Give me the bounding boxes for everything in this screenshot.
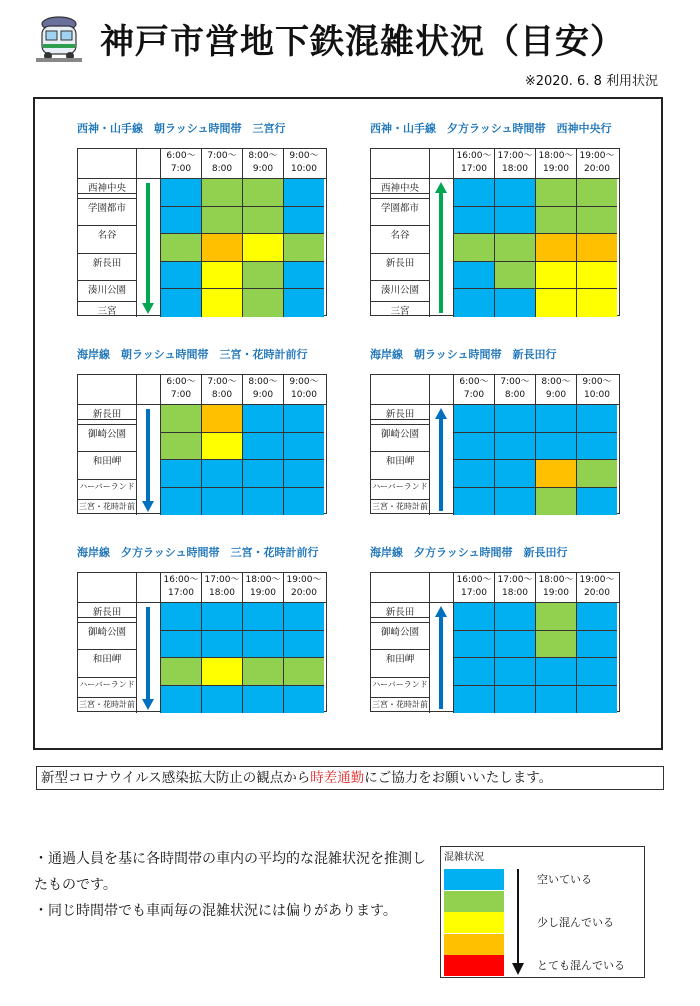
notice-banner [36, 766, 664, 790]
time-slot-header: 18:00～ 19:00 [535, 573, 576, 602]
congestion-cell-blue [160, 206, 201, 234]
congestion-cell-yellow [242, 233, 283, 261]
congestion-cell-blue [494, 459, 535, 487]
congestion-cell-green [201, 178, 242, 206]
congestion-cell-green [535, 602, 576, 630]
congestion-cell-green [201, 206, 242, 234]
congestion-cell-blue [453, 432, 494, 460]
station-label: 和田岬 [385, 654, 415, 665]
congestion-cell-blue [576, 404, 617, 432]
station-label: 三宮 [97, 306, 117, 317]
congestion-cell-blue [576, 630, 617, 658]
congestion-cell-blue [201, 602, 242, 630]
congestion-cell-green [160, 233, 201, 261]
direction-down-arrow-icon [136, 179, 160, 317]
legend-swatch-yellow [444, 912, 504, 933]
congestion-cell-green [576, 178, 617, 206]
congestion-table [77, 572, 327, 712]
station-label: ハーバーランド [79, 679, 135, 689]
congestion-cell-blue [283, 630, 324, 658]
station-label: 新長田 [385, 409, 415, 420]
station-label: 三宮・花時計前 [372, 502, 428, 511]
station-label: 御崎公園 [380, 626, 419, 638]
time-slot-header: 19:00～ 20:00 [576, 149, 617, 178]
time-slot-header: 9:00～ 10:00 [283, 149, 324, 178]
legend-arrow-icon [511, 869, 525, 979]
congestion-cell-blue [160, 459, 201, 487]
congestion-cell-blue [535, 685, 576, 714]
congestion-cell-green [283, 657, 324, 685]
notice-highlight: 時差通勤 [310, 770, 365, 786]
station-label: 学園都市 [87, 202, 126, 214]
time-slot-header: 8:00～ 9:00 [242, 149, 283, 178]
direction-down-arrow-icon [136, 405, 160, 515]
section-title: 海岸線 夕方ラッシュ時間帯 新長田行 [370, 546, 568, 559]
congestion-cell-yellow [201, 288, 242, 317]
congestion-table [370, 374, 620, 514]
congestion-cell-blue [201, 685, 242, 714]
congestion-cell-blue [494, 206, 535, 234]
congestion-cell-blue [453, 657, 494, 685]
station-label: 三宮 [390, 306, 410, 317]
congestion-cell-green [242, 288, 283, 317]
congestion-cell-blue [453, 206, 494, 234]
congestion-cell-orange [576, 233, 617, 261]
time-slot-header: 9:00～ 10:00 [576, 375, 617, 404]
congestion-cell-blue [283, 602, 324, 630]
station-label: 湊川公園 [380, 285, 419, 297]
station-label: 湊川公園 [87, 285, 126, 297]
station-label: 新長田 [385, 257, 415, 269]
notice-text-after: にご協力をお願いいたします。 [364, 770, 553, 786]
congestion-cell-blue [494, 630, 535, 658]
congestion-table [77, 148, 327, 316]
time-slot-header: 16:00～ 17:00 [453, 149, 494, 178]
congestion-cell-blue [201, 487, 242, 516]
congestion-cell-green [160, 404, 201, 432]
station-label: 学園都市 [380, 202, 419, 214]
congestion-cell-blue [242, 630, 283, 658]
station-label: 名谷 [390, 230, 410, 242]
congestion-cell-blue [576, 602, 617, 630]
congestion-cell-blue [494, 432, 535, 460]
station-label: 和田岬 [385, 456, 415, 467]
congestion-table [77, 374, 327, 514]
station-label: 新長田 [92, 409, 122, 420]
time-slot-header: 17:00～ 18:00 [494, 573, 535, 602]
congestion-cell-green [535, 487, 576, 516]
congestion-cell-blue [453, 459, 494, 487]
congestion-cell-green [494, 261, 535, 289]
congestion-cell-blue [494, 178, 535, 206]
station-label: 御崎公園 [380, 428, 419, 440]
station-label: ハーバーランド [372, 481, 428, 491]
congestion-cell-blue [283, 459, 324, 487]
station-label: 三宮・花時計前 [372, 700, 428, 709]
station-label: 名谷 [97, 230, 117, 242]
station-label: ハーバーランド [79, 481, 135, 491]
station-label: 三宮・花時計前 [79, 700, 135, 709]
legend-swatch-blue [444, 869, 504, 890]
congestion-cell-green [160, 657, 201, 685]
congestion-cell-blue [453, 288, 494, 317]
congestion-cell-green [242, 657, 283, 685]
congestion-cell-orange [535, 233, 576, 261]
congestion-cell-blue [242, 404, 283, 432]
congestion-cell-blue [494, 487, 535, 516]
congestion-cell-blue [535, 432, 576, 460]
congestion-cell-blue [494, 288, 535, 317]
station-label: 新長田 [92, 607, 122, 618]
direction-up-arrow-icon [429, 603, 453, 713]
page-title: 神戸市営地下鉄混雑状況（目安） [100, 22, 625, 62]
congestion-cell-blue [160, 487, 201, 516]
bullet-note-1: ・通過人員を基に各時間帯の車内の平均的な混雑状況を推測したものです。 [34, 851, 426, 893]
congestion-table [370, 572, 620, 712]
congestion-cell-green [453, 233, 494, 261]
time-slot-header: 16:00～ 17:00 [453, 573, 494, 602]
legend-label-very: とても混んでいる [537, 959, 625, 972]
bullet-note-2: ・同じ時間帯でも車両毎の混雑状況には偏りがあります。 [34, 903, 397, 919]
station-label: 和田岬 [92, 654, 122, 665]
congestion-cell-blue [160, 178, 201, 206]
congestion-cell-blue [160, 685, 201, 714]
station-label: 御崎公園 [87, 626, 126, 638]
station-label: 御崎公園 [87, 428, 126, 440]
congestion-cell-green [535, 206, 576, 234]
congestion-cell-yellow [576, 288, 617, 317]
legend-swatch-orange [444, 934, 504, 955]
congestion-cell-orange [201, 404, 242, 432]
congestion-cell-blue [283, 685, 324, 714]
congestion-cell-green [242, 178, 283, 206]
congestion-cell-green [576, 206, 617, 234]
time-slot-header: 16:00～ 17:00 [160, 573, 201, 602]
time-slot-header: 17:00～ 18:00 [201, 573, 242, 602]
direction-down-arrow-icon [136, 603, 160, 713]
time-slot-header: 6:00～ 7:00 [160, 149, 201, 178]
congestion-cell-yellow [201, 261, 242, 289]
time-slot-header: 7:00～ 8:00 [494, 375, 535, 404]
congestion-cell-blue [494, 602, 535, 630]
congestion-cell-yellow [535, 288, 576, 317]
legend-swatch-red [444, 955, 504, 976]
legend-label-empty: 空いている [537, 873, 592, 886]
congestion-cell-blue [535, 657, 576, 685]
congestion-cell-green [283, 233, 324, 261]
congestion-table [370, 148, 620, 316]
congestion-cell-blue [576, 657, 617, 685]
congestion-cell-blue [453, 178, 494, 206]
station-label: 三宮・花時計前 [79, 502, 135, 511]
congestion-cell-blue [283, 261, 324, 289]
congestion-cell-blue [494, 404, 535, 432]
time-slot-header: 18:00～ 19:00 [242, 573, 283, 602]
station-label: 西神中央 [380, 183, 419, 194]
congestion-cell-blue [242, 459, 283, 487]
congestion-cell-green [160, 432, 201, 460]
direction-up-arrow-icon [429, 405, 453, 515]
congestion-cell-blue [283, 288, 324, 317]
congestion-cell-blue [494, 657, 535, 685]
congestion-cell-blue [283, 487, 324, 516]
station-label: 西神中央 [87, 183, 126, 194]
congestion-cell-blue [576, 432, 617, 460]
legend-title: 混雑状況 [444, 852, 484, 863]
congestion-cell-blue [576, 487, 617, 516]
congestion-cell-blue [453, 630, 494, 658]
station-label: ハーバーランド [372, 679, 428, 689]
section-title: 西神・山手線 朝ラッシュ時間帯 三宮行 [77, 122, 286, 135]
congestion-cell-blue [453, 487, 494, 516]
section-title: 海岸線 夕方ラッシュ時間帯 三宮・花時計前行 [77, 546, 319, 559]
time-slot-header: 8:00～ 9:00 [535, 375, 576, 404]
congestion-cell-yellow [576, 261, 617, 289]
congestion-cell-blue [453, 404, 494, 432]
subway-mascot-logo [30, 10, 88, 66]
congestion-cell-blue [453, 602, 494, 630]
congestion-cell-blue [160, 261, 201, 289]
congestion-cell-blue [535, 404, 576, 432]
congestion-cell-blue [242, 487, 283, 516]
station-label: 新長田 [92, 257, 122, 269]
congestion-cell-blue [283, 178, 324, 206]
time-slot-header: 9:00～ 10:00 [283, 375, 324, 404]
direction-up-arrow-icon [429, 179, 453, 317]
congestion-cell-blue [201, 630, 242, 658]
congestion-cell-blue [283, 432, 324, 460]
congestion-cell-green [535, 178, 576, 206]
time-slot-header: 17:00～ 18:00 [494, 149, 535, 178]
time-slot-header: 7:00～ 8:00 [201, 375, 242, 404]
section-title: 海岸線 朝ラッシュ時間帯 新長田行 [370, 348, 557, 361]
station-label: 新長田 [385, 607, 415, 618]
date-note: ※2020. 6. 8 利用状況 [524, 74, 658, 89]
legend-swatch-green [444, 891, 504, 912]
congestion-cell-green [494, 233, 535, 261]
time-slot-header: 6:00～ 7:00 [160, 375, 201, 404]
legend-label-somewhat: 少し混んでいる [537, 916, 614, 929]
congestion-cell-blue [160, 602, 201, 630]
time-slot-header: 7:00～ 8:00 [201, 149, 242, 178]
congestion-cell-orange [201, 233, 242, 261]
congestion-cell-yellow [535, 261, 576, 289]
time-slot-header: 18:00～ 19:00 [535, 149, 576, 178]
time-slot-header: 19:00～ 20:00 [576, 573, 617, 602]
congestion-cell-green [535, 630, 576, 658]
congestion-cell-green [576, 459, 617, 487]
congestion-cell-blue [242, 602, 283, 630]
congestion-cell-yellow [201, 657, 242, 685]
congestion-cell-blue [283, 206, 324, 234]
congestion-cell-blue [242, 432, 283, 460]
time-slot-header: 19:00～ 20:00 [283, 573, 324, 602]
time-slot-header: 6:00～ 7:00 [453, 375, 494, 404]
congestion-cell-blue [576, 685, 617, 714]
congestion-cell-yellow [201, 432, 242, 460]
section-title: 海岸線 朝ラッシュ時間帯 三宮・花時計前行 [77, 348, 308, 361]
congestion-cell-blue [453, 685, 494, 714]
congestion-cell-blue [160, 630, 201, 658]
time-slot-header: 8:00～ 9:00 [242, 375, 283, 404]
notice-text-before: 新型コロナウイルス感染拡大防止の観点から [41, 770, 311, 786]
congestion-cell-blue [283, 404, 324, 432]
congestion-cell-blue [201, 459, 242, 487]
section-title: 西神・山手線 夕方ラッシュ時間帯 西神中央行 [370, 122, 612, 135]
congestion-cell-blue [160, 288, 201, 317]
congestion-cell-orange [535, 459, 576, 487]
congestion-cell-green [242, 261, 283, 289]
congestion-cell-green [242, 206, 283, 234]
congestion-legend [440, 846, 645, 978]
congestion-cell-blue [453, 261, 494, 289]
station-label: 和田岬 [92, 456, 122, 467]
congestion-cell-blue [242, 685, 283, 714]
congestion-cell-blue [494, 685, 535, 714]
